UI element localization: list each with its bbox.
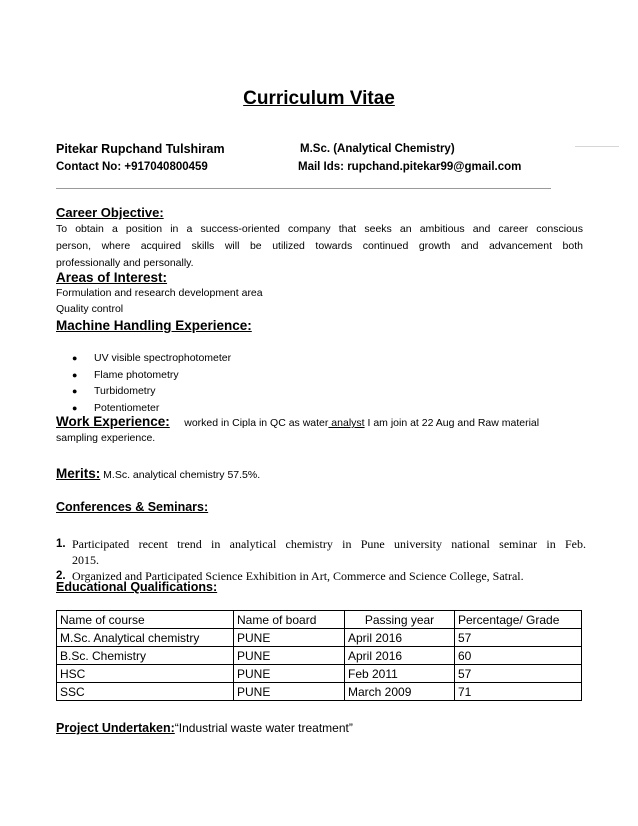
- table-cell: PUNE: [234, 683, 345, 701]
- table-header-row: [57, 611, 582, 629]
- table-header-cell: Name of board: [234, 611, 345, 629]
- table-cell: 57: [455, 629, 582, 647]
- page-title: Curriculum Vitae: [243, 88, 395, 109]
- table-cell: PUNE: [234, 647, 345, 665]
- table-row: [57, 683, 582, 701]
- table-cell: 71: [455, 683, 582, 701]
- career-objective-text: [56, 221, 583, 272]
- list-item: ● UV visible spectrophotometer: [72, 350, 231, 367]
- contact-number: Contact No: +917040800459: [56, 161, 208, 173]
- interest-item: Quality control: [56, 303, 124, 315]
- work-experience-underlined: analyst: [328, 417, 365, 429]
- candidate-degree: M.Sc. (Analytical Chemistry): [300, 143, 455, 155]
- table-row: [57, 629, 582, 647]
- header-divider: [56, 188, 551, 189]
- career-objective-line: professionally and personally.: [56, 257, 194, 269]
- table-cell: April 2016: [345, 629, 455, 647]
- table-cell: March 2009: [345, 683, 455, 701]
- table-row: [57, 647, 582, 665]
- table-cell: B.Sc. Chemistry: [57, 647, 234, 665]
- career-objective-line: person, where acquired skills will be utilized towards continued growth and advancement both: [56, 240, 583, 252]
- merits-heading: Merits:: [56, 466, 101, 481]
- bullet-icon: ●: [72, 353, 78, 363]
- interest-item: Formulation and research development area: [56, 287, 263, 299]
- career-objective-heading: Career Objective:: [56, 205, 164, 220]
- bullet-icon: ●: [72, 386, 78, 396]
- table-header-cell: Percentage/ Grade: [455, 611, 582, 629]
- machine-handling-heading: Machine Handling Experience:: [56, 318, 252, 333]
- table-cell: April 2016: [345, 647, 455, 665]
- education-table: [56, 610, 582, 701]
- merits-text: M.Sc. analytical chemistry 57.5%.: [100, 469, 261, 481]
- work-experience-line2: sampling experience.: [56, 432, 156, 444]
- table-row: [57, 665, 582, 683]
- candidate-name: Pitekar Rupchand Tulshiram: [56, 142, 225, 156]
- work-experience-heading: Work Experience:: [56, 414, 170, 429]
- list-item: ● Turbidometry: [72, 383, 231, 400]
- machine-list: [72, 350, 231, 416]
- project-text: “Industrial waste water treatment”: [174, 721, 353, 735]
- list-item: 1. Participated recent trend in analytical chemistry in Pune university national seminar in Feb. 2015.: [56, 537, 586, 567]
- bullet-icon: ●: [72, 402, 78, 413]
- table-cell: Feb 2011: [345, 665, 455, 683]
- work-experience-text-end: I am join at 22 Aug and Raw material: [364, 417, 540, 429]
- education-heading: Educational Qualifications:: [56, 580, 218, 594]
- table-cell: 60: [455, 647, 582, 665]
- list-item: ● Flame photometry: [72, 367, 231, 384]
- table-cell: PUNE: [234, 629, 345, 647]
- table-cell: HSC: [57, 665, 234, 683]
- career-objective-line: To obtain a position in a success-oriented company that seeks an ambitious and career conscious: [56, 223, 583, 235]
- mail-id: Mail Ids: rupchand.pitekar99@gmail.com: [298, 161, 522, 173]
- header-side-rule: [575, 146, 619, 147]
- work-experience-text: worked in Cipla in QC as water: [184, 417, 329, 429]
- table-header-cell: Name of course: [57, 611, 234, 629]
- conferences-heading: Conferences & Seminars:: [56, 500, 209, 514]
- merits: [56, 465, 260, 483]
- table-cell: SSC: [57, 683, 234, 701]
- work-experience: [56, 413, 539, 431]
- table-header-cell: Passing year: [345, 611, 455, 629]
- project-heading: Project Undertaken:: [56, 721, 175, 735]
- table-cell: PUNE: [234, 665, 345, 683]
- table-cell: M.Sc. Analytical chemistry: [57, 629, 234, 647]
- areas-of-interest-heading: Areas of Interest:: [56, 270, 168, 285]
- list-item: 2. Organized and Participated Science Exhibition in Art, Commerce and Science College, Satral.: [56, 569, 524, 583]
- project-undertaken: [56, 719, 353, 737]
- table-cell: 57: [455, 665, 582, 683]
- list-item: ● Potentiometer: [72, 400, 231, 417]
- conferences-list: [56, 536, 586, 584]
- bullet-icon: ●: [72, 369, 78, 380]
